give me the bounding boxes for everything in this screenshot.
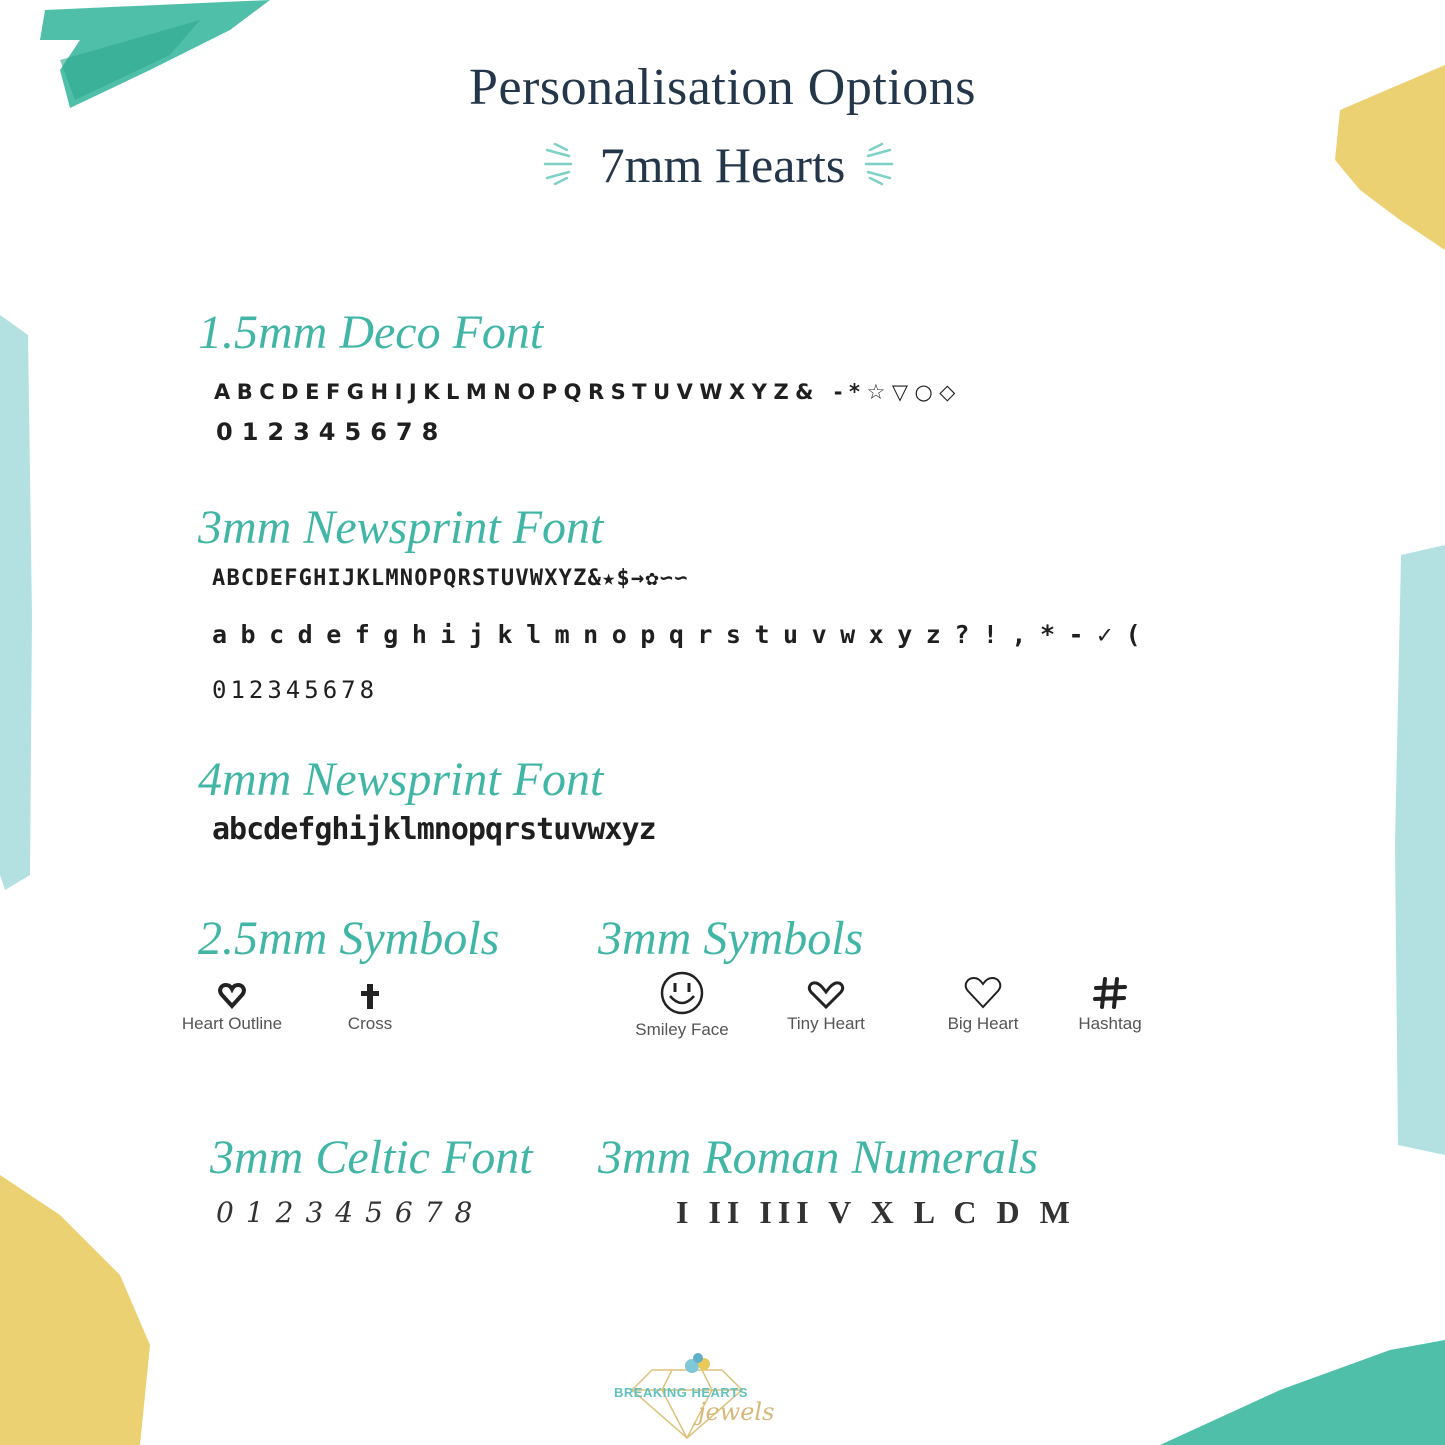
symbol-heart-outline — [162, 982, 302, 1034]
symbol-smiley-face — [612, 970, 752, 1040]
gold-brush-stroke-bottom-left — [0, 1175, 150, 1445]
deco-font-numbers: 012345678 — [216, 418, 448, 446]
hashtag-icon — [1093, 976, 1127, 1010]
roman-numerals-heading: 3mm Roman Numerals — [598, 1131, 1038, 1184]
newsprint-4mm-lowercase: abcdefghijklmnopqrstuvwxyz — [212, 812, 656, 847]
heart-outline-icon — [218, 982, 246, 1010]
roman-numerals-row: I II III V X L C D M — [676, 1194, 1076, 1230]
cross-icon — [356, 982, 384, 1010]
teal-brush-stroke-bottom-right — [1160, 1340, 1445, 1445]
symbol-cross — [300, 982, 440, 1034]
symbol-label: Big Heart — [947, 1014, 1019, 1033]
newsprint-4mm-heading: 4mm Newsprint Font — [198, 753, 604, 806]
symbol-label: Tiny Heart — [787, 1014, 865, 1033]
symbol-label: Heart Outline — [181, 1014, 283, 1033]
right-sparkle-icon — [858, 142, 894, 186]
symbol-label: Smiley Face — [635, 1020, 729, 1039]
smiley-face-icon — [659, 970, 705, 1016]
symbol-hashtag — [1040, 976, 1180, 1034]
light-teal-brush-stroke-left — [0, 315, 35, 890]
symbol-label: Hashtag — [1078, 1014, 1142, 1033]
symbols-2-5mm-heading: 2.5mm Symbols — [198, 912, 500, 965]
celtic-font-heading: 3mm Celtic Font — [210, 1131, 533, 1184]
newsprint-3mm-lowercase: abcdefghijklmnopqrstuvwxyz?!,*-✓( — [212, 620, 1155, 649]
symbol-big-heart — [913, 976, 1053, 1034]
symbol-label: Cross — [347, 1014, 393, 1033]
symbol-tiny-heart — [756, 980, 896, 1034]
symbols-3mm-heading: 3mm Symbols — [598, 912, 864, 965]
deco-font-heading: 1.5mm Deco Font — [198, 306, 544, 359]
light-teal-brush-stroke-right — [1393, 545, 1445, 1160]
logo-script: jewels — [698, 1398, 775, 1426]
page-title: Personalisation Options — [469, 59, 976, 116]
celtic-font-numbers: 012345678 — [216, 1196, 485, 1229]
newsprint-3mm-uppercase: ABCDEFGHIJKLMNOPQRSTUVWXYZ&★$→✿∽∽ — [212, 566, 689, 591]
big-heart-icon — [964, 976, 1002, 1010]
newsprint-3mm-heading: 3mm Newsprint Font — [198, 501, 604, 554]
page-subtitle: 7mm Hearts — [599, 137, 846, 193]
tiny-heart-icon — [807, 980, 845, 1010]
logo-text: BREAKING HEARTS — [614, 1385, 748, 1400]
newsprint-3mm-numbers: 012345678 — [212, 676, 379, 704]
deco-font-letters: ABCDEFGHIJKLMNOPQRSTUVWXYZ& -*☆▽○◇ — [214, 380, 962, 404]
